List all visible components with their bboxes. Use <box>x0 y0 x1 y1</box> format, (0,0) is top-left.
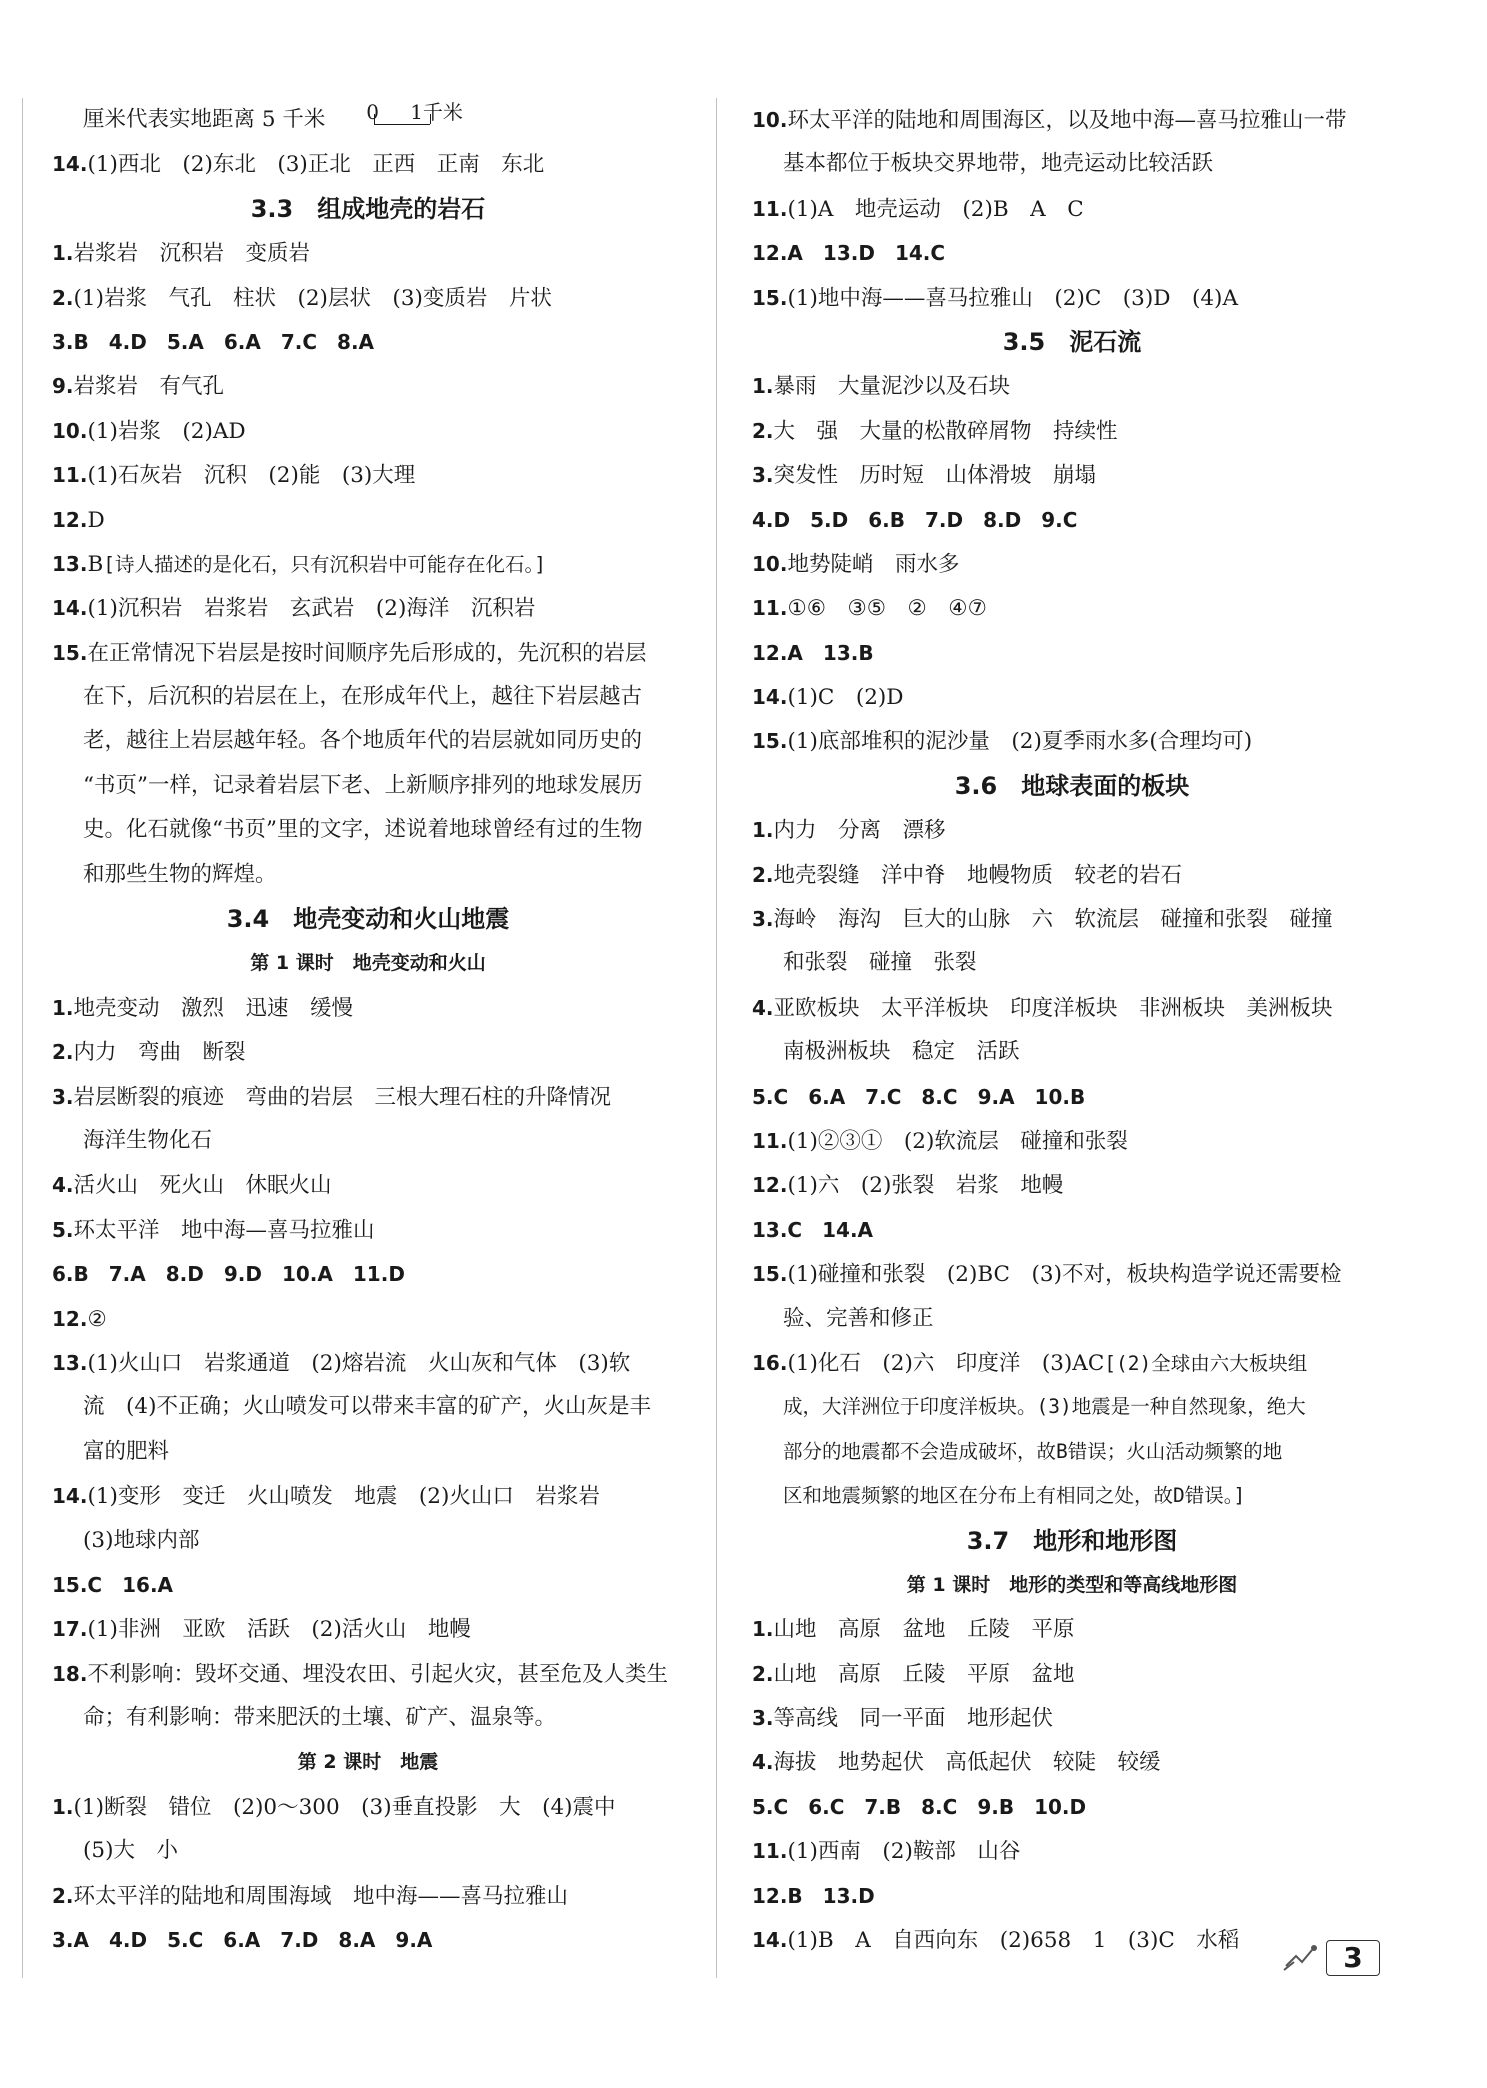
answer-13: 13.B[诗人描述的是化石，只有沉积岩中可能存在化石。] <box>52 551 546 577</box>
answer-5-10: 5.C 6.A 7.C 8.C 9.A 10.B <box>752 1084 1086 1109</box>
answer-11: 11.(1)石灰岩 沉积 (2)能 (3)大理 <box>52 463 416 489</box>
answer-1: 1.岩浆岩 沉积岩 变质岩 <box>52 241 311 267</box>
answer-11: 11.(1)西南 (2)鞍部 山谷 <box>752 1839 1021 1865</box>
answer-16-cont: 部分的地震都不会造成破坏，故B错误；火山活动频繁的地 <box>783 1439 1283 1463</box>
answer-text: 厘米代表实地距离 5 千米 <box>83 107 326 132</box>
answer-5: 5.环太平洋 地中海—喜马拉雅山 <box>52 1217 375 1243</box>
answer-2: 2.(1)岩浆 气孔 柱状 (2)层状 (3)变质岩 片状 <box>52 285 552 311</box>
answer-13-14: 13.C 14.A <box>752 1217 874 1242</box>
answer-15-cont: 验、完善和修正 <box>783 1305 934 1331</box>
answer-12: 12.(1)六 (2)张裂 岩浆 地幔 <box>752 1173 1064 1199</box>
answer-12-13: 12.A 13.B <box>752 640 874 665</box>
answer-15-cont: 在下，后沉积的岩层在上，在形成年代上，越往下岩层越古 <box>83 684 643 710</box>
answer-15-cont: 和那些生物的辉煌。 <box>83 861 277 887</box>
left-margin-rule <box>22 98 23 1978</box>
answer-14: 14.(1)西北 (2)东北 (3)正北 正西 正南 东北 <box>52 152 545 178</box>
answer-3-8: 3.B 4.D 5.A 6.A 7.C 8.A <box>52 329 375 354</box>
answer-note: [诗人描述的是化石，只有沉积岩中可能存在化石。] <box>103 552 546 576</box>
answer-12-13: 12.B 13.D <box>752 1883 875 1908</box>
right-column <box>752 98 1392 1962</box>
answer-9: 9.岩浆岩 有气孔 <box>52 374 225 400</box>
answer-1: 1.地壳变动 激烈 迅速 缓慢 <box>52 995 354 1021</box>
lesson-title-1: 第 1 课时 地形的类型和等高线地形图 <box>906 1573 1238 1596</box>
scale-bar-icon <box>362 98 463 128</box>
answer-3: 3.突发性 历时短 山体滑坡 崩塌 <box>752 463 1097 489</box>
answer-3-cont: 海洋生物化石 <box>83 1127 213 1153</box>
answer-6-11: 6.B 7.A 8.D 9.D 10.A 11.D <box>52 1262 405 1287</box>
section-title-3-4: 3.4 地壳变动和火山地震 <box>226 905 510 934</box>
answer-14: 14.(1)B A 自西向东 (2)658 1 (3)C 水稻 <box>752 1928 1240 1954</box>
answer-14: 14.(1)变形 变迁 火山喷发 地震 (2)火山口 岩浆岩 <box>52 1484 600 1510</box>
answer-3-cont: 和张裂 碰撞 张裂 <box>783 950 977 976</box>
answer-18-cont: 命；有利影响：带来肥沃的土壤、矿产、温泉等。 <box>83 1705 557 1731</box>
section-title-3-3: 3.3 组成地壳的岩石 <box>250 194 486 223</box>
answer-13: 13.(1)火山口 岩浆通道 (2)熔岩流 火山灰和气体 (3)软 <box>52 1350 631 1376</box>
answer-1: 1.内力 分离 漂移 <box>752 818 946 844</box>
answer-1: 1.(1)断裂 错位 (2)0～300 (3)垂直投影 大 (4)震中 <box>52 1794 616 1820</box>
answer-15: 15.(1)碰撞和张裂 (2)BC (3)不对，板块构造学说还需要检 <box>752 1262 1342 1288</box>
answer-11: 11.①⑥ ③⑤ ② ④⑦ <box>752 596 987 622</box>
answer-10-cont: 基本都位于板块交界地带，地壳运动比较活跃 <box>783 151 1214 177</box>
lesson-title-2: 第 2 课时 地震 <box>297 1751 439 1774</box>
section-title-3-6: 3.6 地球表面的板块 <box>954 771 1190 800</box>
answer-1: 1.暴雨 大量泥沙以及石块 <box>752 374 1011 400</box>
answer-15-cont: “书页”一样，记录着岩层下老、上新顺序排列的地球发展历 <box>83 772 643 798</box>
answer-15-cont: 史。化石就像“书页”里的文字，述说着地球曾经有过的生物 <box>83 817 643 843</box>
answer-15-16: 15.C 16.A <box>52 1572 174 1597</box>
answer-14-cont: (3)地球内部 <box>83 1527 200 1553</box>
answer-note: [(2)全球由六大板块组 <box>1104 1351 1308 1375</box>
answer-4-cont: 南极洲板块 稳定 活跃 <box>783 1039 1020 1065</box>
answer-12: 12.D <box>52 507 105 533</box>
page-number <box>1306 1936 1366 1978</box>
answer-11: 11.(1)②③① (2)软流层 碰撞和张裂 <box>752 1128 1128 1154</box>
answer-3-9: 3.A 4.D 5.C 6.A 7.D 8.A 9.A <box>52 1928 433 1953</box>
answer-4: 4.亚欧板块 太平洋板块 印度洋板块 非洲板块 美洲板块 <box>752 995 1333 1021</box>
section-title-3-5: 3.5 泥石流 <box>1002 327 1142 356</box>
answer-1: 1.山地 高原 盆地 丘陵 平原 <box>752 1617 1075 1643</box>
answer-10: 10.(1)岩浆 (2)AD <box>52 418 246 444</box>
answer-3: 3.海岭 海沟 巨大的山脉 六 软流层 碰撞和张裂 碰撞 <box>752 907 1333 933</box>
scale-km-label: 1千米 <box>410 100 463 124</box>
answer-10: 10.环太平洋的陆地和周围海区，以及地中海—喜马拉雅山一带 <box>752 108 1347 133</box>
answer-3: 3.等高线 同一平面 地形起伏 <box>752 1706 1054 1732</box>
answer-15-cont: 老，越往上岩层越年轻。各个地质年代的岩层就如同历史的 <box>83 728 643 754</box>
answer-2: 2.山地 高原 丘陵 平原 盆地 <box>752 1661 1075 1687</box>
left-column <box>52 98 684 1962</box>
answer-17: 17.(1)非洲 亚欧 活跃 (2)活火山 地幔 <box>52 1617 471 1643</box>
answer-2: 2.内力 弯曲 断裂 <box>52 1040 246 1066</box>
answer-15: 15.(1)底部堆积的泥沙量 (2)夏季雨水多(合理均可) <box>752 729 1253 755</box>
answer-10: 10.地势陡峭 雨水多 <box>752 551 960 577</box>
page-number-label: 3 <box>1326 1940 1380 1976</box>
answer-4: 4.活火山 死火山 休眠火山 <box>52 1173 332 1199</box>
section-title-3-7: 3.7 地形和地形图 <box>966 1526 1178 1555</box>
answer-12: 12.② <box>52 1306 107 1332</box>
lesson-title-1: 第 1 课时 地壳变动和火山 <box>250 952 486 975</box>
answer-4: 4.海拔 地势起伏 高低起伏 较陡 较缓 <box>752 1750 1161 1776</box>
answer-11: 11.(1)A 地壳运动 (2)B A C <box>752 196 1084 222</box>
answer-2: 2.环太平洋的陆地和周围海域 地中海——喜马拉雅山 <box>52 1883 569 1909</box>
answer-2: 2.大 强 大量的松散碎屑物 持续性 <box>752 418 1118 444</box>
answer-3: 3.岩层断裂的痕迹 弯曲的岩层 三根大理石柱的升降情况 <box>52 1084 612 1110</box>
answer-16-cont: 成，大洋洲位于印度洋板块。(3)地震是一种自然现象，绝大 <box>783 1395 1306 1419</box>
answer-16: 16.(1)化石 (2)六 印度洋 (3)AC[(2)全球由六大板块组 <box>752 1350 1308 1376</box>
answer-13-cont: 流 (4)不正确；火山喷发可以带来丰富的矿产，火山灰是丰 <box>83 1394 651 1420</box>
answer-14: 14.(1)C (2)D <box>752 685 904 711</box>
answer-1-cont: (5)大 小 <box>83 1838 178 1864</box>
answer-12-14: 12.A 13.D 14.C <box>752 241 946 266</box>
answer-4-9: 4.D 5.D 6.B 7.D 8.D 9.C <box>752 507 1078 532</box>
answer-16-cont: 区和地震频繁的地区在分布上有相同之处，故D错误。] <box>783 1484 1246 1508</box>
answer-line <box>52 98 684 142</box>
runner-icon <box>1282 1942 1322 1974</box>
answer-18: 18.不利影响：毁坏交通、埋没农田、引起火灾，甚至危及人类生 <box>52 1661 668 1687</box>
answer-15: 15.在正常情况下岩层是按时间顺序先后形成的，先沉积的岩层 <box>52 640 647 666</box>
answer-13-cont: 富的肥料 <box>83 1438 170 1464</box>
answer-14b: 14.(1)沉积岩 岩浆岩 玄武岩 (2)海洋 沉积岩 <box>52 596 536 622</box>
scale-zero-label: 0 <box>366 100 379 124</box>
column-divider <box>716 98 717 1978</box>
answer-2: 2.地壳裂缝 洋中脊 地幔物质 较老的岩石 <box>752 862 1183 888</box>
answer-5-10: 5.C 6.C 7.B 8.C 9.B 10.D <box>752 1794 1087 1819</box>
answer-15: 15.(1)地中海——喜马拉雅山 (2)C (3)D (4)A <box>752 285 1238 311</box>
